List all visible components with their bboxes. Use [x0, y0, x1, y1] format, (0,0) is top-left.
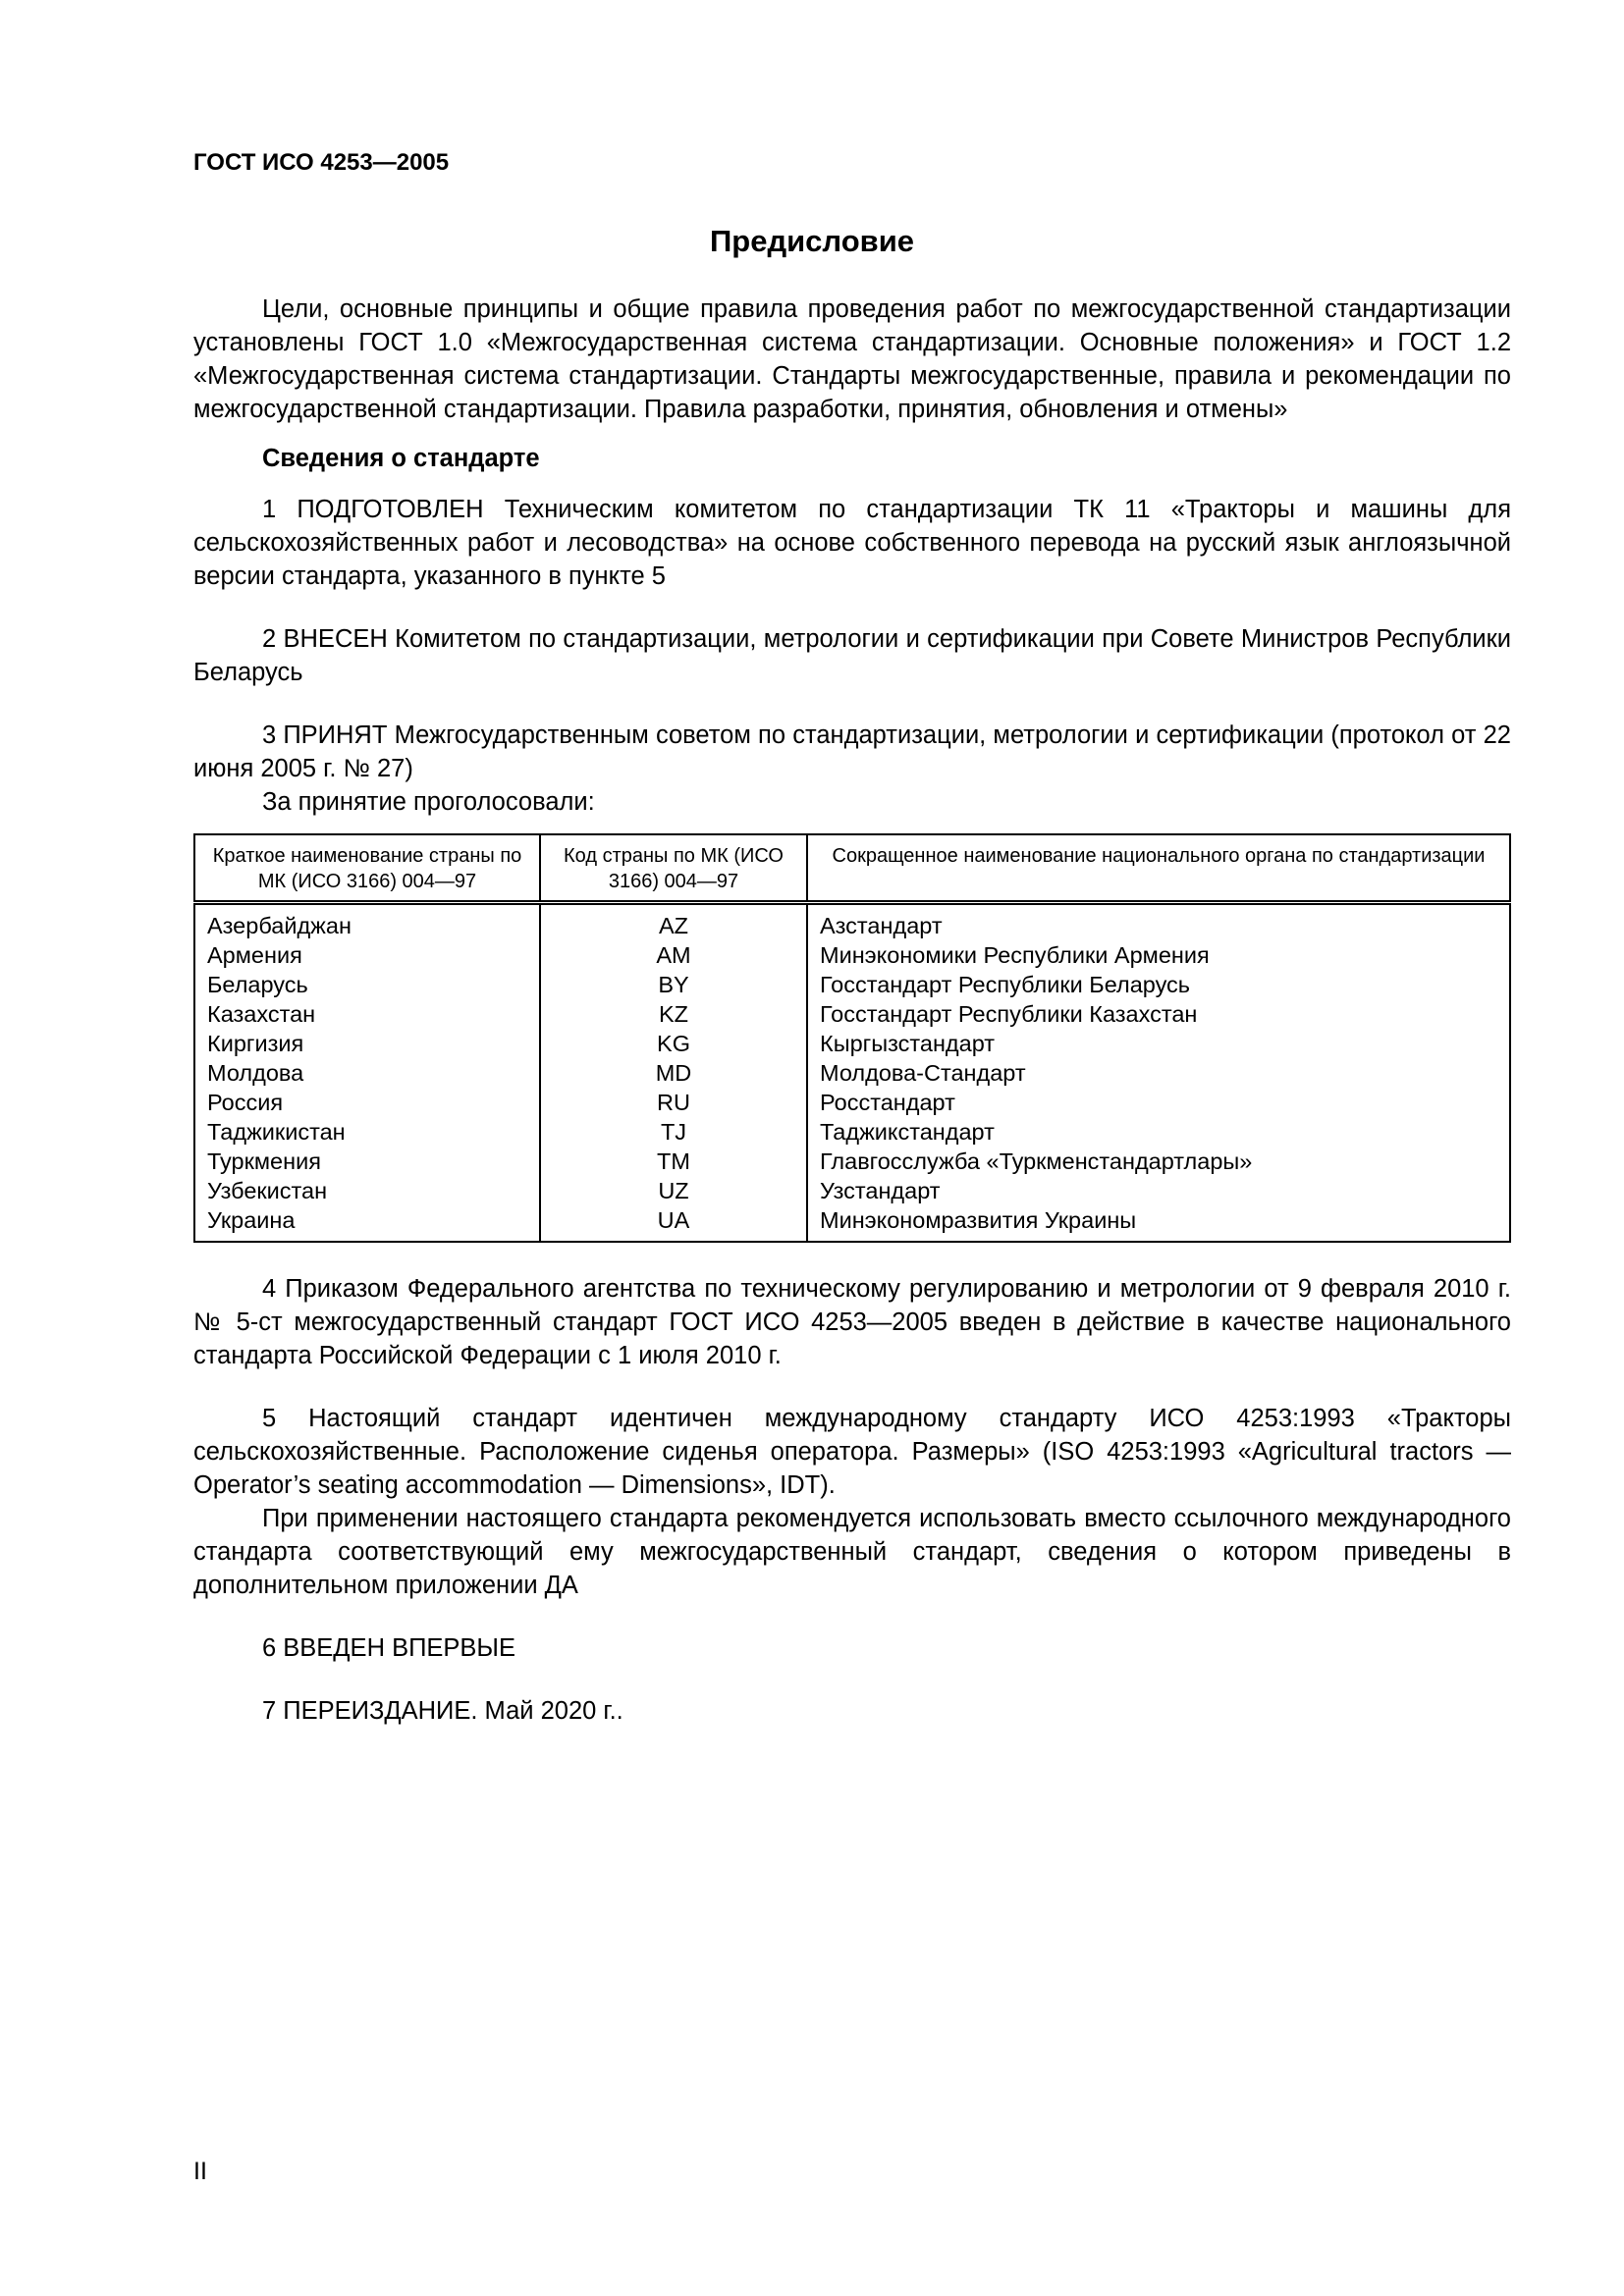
standards-body-cell: Росстандарт — [807, 1088, 1510, 1117]
standards-body-cell: Молдова-Стандарт — [807, 1058, 1510, 1088]
column-header-body: Сокращенное наименование национального органа по стандартизации — [807, 834, 1510, 903]
table-row — [194, 970, 1510, 999]
code-cell: AZ — [540, 903, 807, 941]
page-title: Предисловие — [709, 224, 914, 258]
intro-paragraph: Цели, основные принципы и общие правила проведения работ по межгосударственной стандартизации установлены ГОСТ 1.0 «Межгосударственная система стандартизации. Основные положения» и ГОСТ 1.2 «Межгосударственная система стандартизации. Стандарты межгосударственные, правила и рекомендации по межгосударственной стандартизации. Правила разработки, принятия, обновления и отмены» — [193, 295, 1511, 423]
table-row — [194, 1117, 1510, 1147]
code-cell: MD — [540, 1058, 807, 1088]
code-cell: TJ — [540, 1117, 807, 1147]
item-2: 2 ВНЕСЕН Комитетом по стандартизации, метрологии и сертификации при Совете Министров Республики Беларусь — [193, 625, 1511, 686]
country-cell: Киргизия — [207, 1031, 304, 1056]
table-row — [194, 1058, 1510, 1088]
document-body — [193, 293, 1511, 1728]
table-row — [194, 1029, 1510, 1058]
code-cell: BY — [540, 970, 807, 999]
country-cell: Казахстан — [207, 1001, 316, 1027]
table-row — [194, 1088, 1510, 1117]
code-cell: RU — [540, 1088, 807, 1117]
standards-body-cell: Минэкономики Республики Армения — [807, 940, 1510, 970]
standards-body-cell: Кыргызстандарт — [807, 1029, 1510, 1058]
item-7: 7 ПЕРЕИЗДАНИЕ. Май 2020 г.. — [262, 1697, 623, 1725]
column-header-code: Код страны по МК (ИСО 3166) 004—97 — [540, 834, 807, 903]
item-6: 6 ВВЕДЕН ВПЕРВЫЕ — [262, 1634, 516, 1662]
table-row — [194, 940, 1510, 970]
document-id-header: ГОСТ ИСО 4253—2005 — [193, 149, 450, 176]
page-number: II — [193, 2158, 207, 2185]
standards-body-cell: Главгосслужба «Туркменстандартлары» — [807, 1147, 1510, 1176]
section-heading: Сведения о стандарте — [262, 445, 540, 472]
item-5-note: При применении настоящего стандарта рекомендуется использовать вместо ссылочного международного стандарта соответствующий ему межгосударственный стандарт, сведения о котором приведены в дополнительном приложении ДА — [193, 1505, 1511, 1599]
standards-body-cell: Узстандарт — [807, 1176, 1510, 1205]
country-cell: Азербайджан — [207, 913, 352, 938]
code-cell: AM — [540, 940, 807, 970]
code-cell: TM — [540, 1147, 807, 1176]
table-row — [194, 1205, 1510, 1242]
column-header-country: Краткое наименование страны по МК (ИСО 3166) 004—97 — [194, 834, 540, 903]
code-cell: KG — [540, 1029, 807, 1058]
country-cell: Украина — [207, 1207, 296, 1233]
code-cell: UA — [540, 1205, 807, 1242]
code-cell: KZ — [540, 999, 807, 1029]
table-row — [194, 999, 1510, 1029]
country-cell: Беларусь — [207, 972, 308, 997]
standards-body-cell: Таджикстандарт — [807, 1117, 1510, 1147]
item-3: 3 ПРИНЯТ Межгосударственным советом по стандартизации, метрологии и сертификации (протокол от 22 июня 2005 г. № 27) — [193, 721, 1511, 782]
standards-body-cell: Минэкономразвития Украины — [807, 1205, 1510, 1242]
standards-body-cell: Госстандарт Республики Казахстан — [807, 999, 1510, 1029]
country-cell: Россия — [207, 1090, 284, 1115]
country-cell: Молдова — [207, 1060, 304, 1086]
country-cell: Армения — [207, 942, 302, 968]
table-row — [194, 1147, 1510, 1176]
country-cell: Туркмения — [207, 1148, 321, 1174]
code-cell: UZ — [540, 1176, 807, 1205]
item-5: 5 Настоящий стандарт идентичен международному стандарту ИСО 4253:1993 «Тракторы сельскохозяйственные. Расположение сиденья оператора. Размеры» (ISO 4253:1993 «Agricultural tractors — Operator’s seating accommodation — Dimensions», IDT). — [193, 1405, 1511, 1499]
vote-intro: За принятие проголосовали: — [262, 788, 595, 816]
table-header-row — [194, 834, 1510, 903]
standards-body-cell: Госстандарт Республики Беларусь — [807, 970, 1510, 999]
table-row — [194, 1176, 1510, 1205]
country-cell: Узбекистан — [207, 1178, 328, 1203]
country-cell: Таджикистан — [207, 1119, 346, 1145]
item-4: 4 Приказом Федерального агентства по техническому регулированию и метрологии от 9 февраля 2010 г. № 5-ст межгосударственный стандарт ГОСТ ИСО 4253—2005 введен в действие в качестве национального стандарта Российской Федерации с 1 июля 2010 г. — [193, 1275, 1511, 1369]
item-1: 1 ПОДГОТОВЛЕН Техническим комитетом по стандартизации ТК 11 «Тракторы и машины для сельскохозяйственных работ и лесоводства» на основе собственного перевода на русский язык англоязычной версии стандарта, указанного в пункте 5 — [193, 496, 1511, 590]
voting-table — [193, 833, 1511, 1243]
table-row — [194, 903, 1510, 941]
standards-body-cell: Азстандарт — [807, 903, 1510, 941]
